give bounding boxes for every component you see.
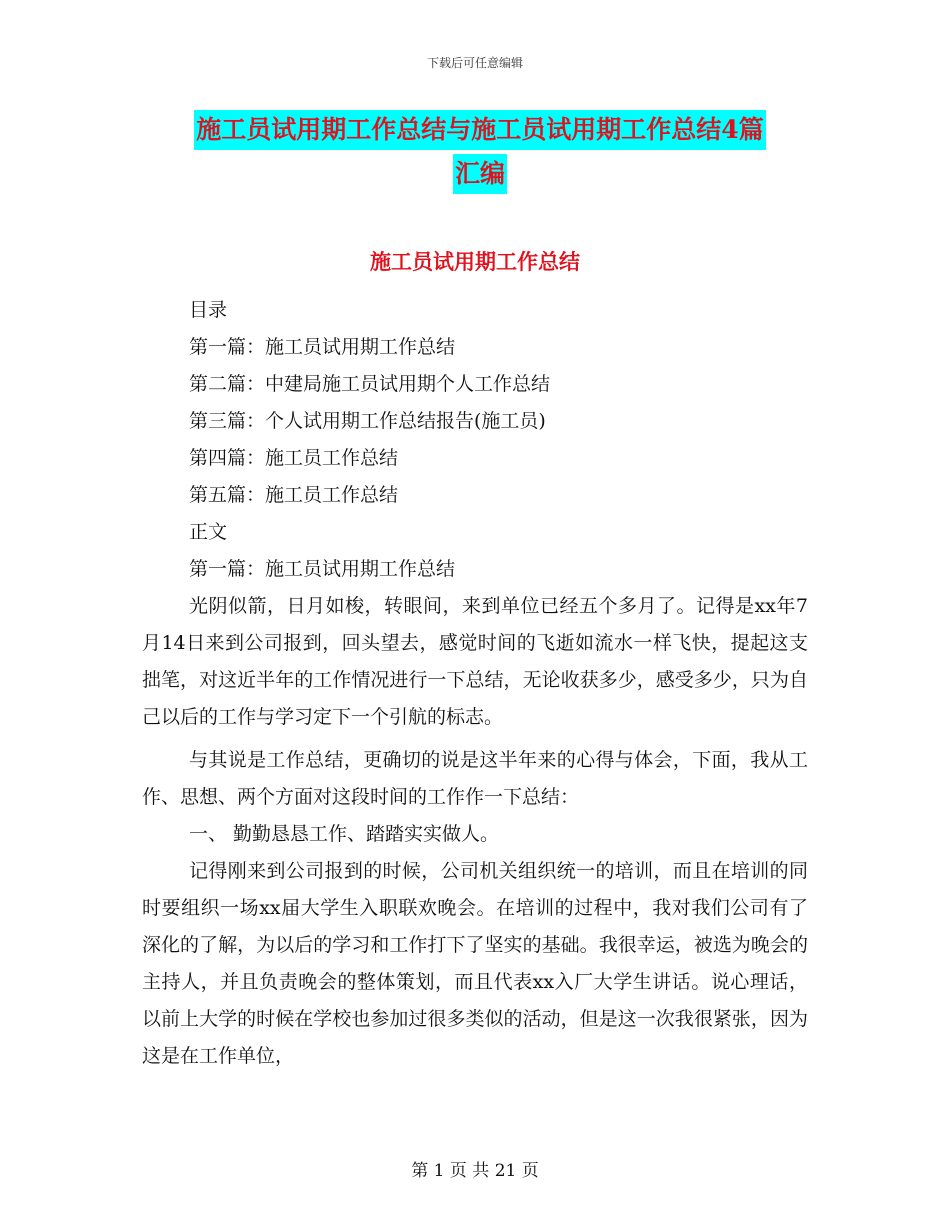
toc-heading: 目录 (189, 299, 228, 321)
title-line-1: 施工员试用期工作总结与施工员试用期工作总结4篇 (194, 110, 765, 150)
page-footer: 第 1 页 共 21 页 (411, 1161, 539, 1181)
paragraph: 与其说是工作总结，更确切的说是这半年来的心得与体会，下面，我从工作、思想、两个方面对这段时间的工作作一下总结： (142, 749, 808, 808)
toc-item: 第三篇：个人试用期工作总结报告(施工员) (189, 410, 546, 432)
toc-item: 第二篇：中建局施工员试用期个人工作总结 (189, 373, 551, 395)
section-heading: 施工员试用期工作总结 (370, 249, 580, 274)
page-header: 下载后可任意编辑 (426, 56, 523, 70)
title-line-2: 汇编 (453, 154, 507, 194)
toc-item: 第五篇：施工员工作总结 (189, 484, 399, 506)
toc-item: 第四篇：施工员工作总结 (189, 447, 399, 469)
toc-item: 第一篇：施工员试用期工作总结 (189, 336, 456, 358)
document-body (142, 292, 808, 1075)
section1-title: 第一篇：施工员试用期工作总结 (189, 558, 456, 580)
zhengwen-label: 正文 (189, 521, 228, 543)
paragraph: 光阴似箭，日月如梭，转眼间，来到单位已经五个多月了。记得是xx年7月14日来到公司报到，回头望去，感觉时间的飞逝如流水一样飞快，提起这支拙笔，对这近半年的工作情况进行一下总结，无论收获多少，感受多少，只为自己以后的工作与学习定下一个引航的标志。 (142, 595, 808, 728)
document-title (140, 110, 820, 198)
point-heading: 一、 勤勤恳恳工作、踏踏实实做人。 (189, 823, 500, 845)
paragraph: 记得刚来到公司报到的时候，公司机关组织统一的培训，而且在培训的同时要组织一场xx届大学生入职联欢晚会。在培训的过程中，我对我们公司有了深化的了解，为以后的学习和工作打下了坚实的基础。我很幸运，被选为晚会的主持人，并且负责晚会的整体策划，而且代表xx入厂大学生讲话。说心理话，以前上大学的时候在学校也参加过很多类似的活动，但是这一次我很紧张，因为这是在工作单位， (142, 860, 808, 1067)
